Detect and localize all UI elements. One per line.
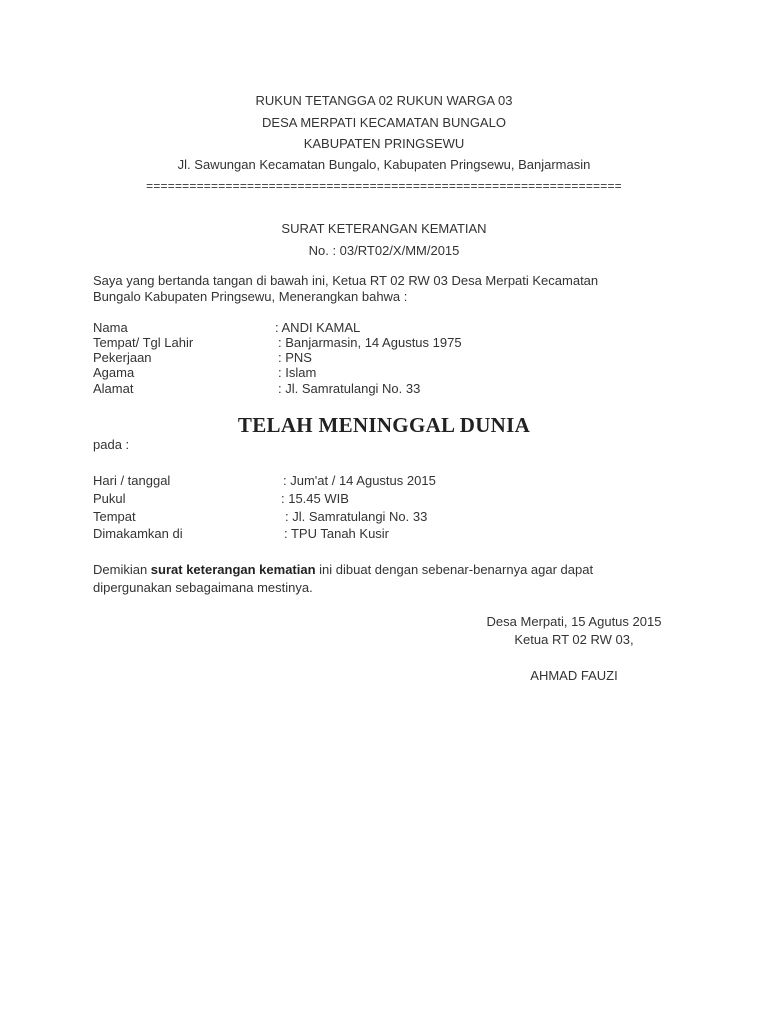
death-value-hari: : Jum'at / 14 Agustus 2015 <box>283 473 436 488</box>
document-number: No. : 03/RT02/X/MM/2015 <box>308 243 460 258</box>
header-line-rt-rw: RUKUN TETANGGA 02 RUKUN WARGA 03 <box>255 93 513 108</box>
closing-suffix: ini dibuat dengan sebenar-benarnya agar dapat <box>315 562 594 577</box>
header-address: Jl. Sawungan Kecamatan Bungalo, Kabupaten Pringsewu, Banjarmasin <box>177 157 591 172</box>
death-value-dimakamkan: : TPU Tanah Kusir <box>284 526 390 541</box>
death-label-tempat: Tempat <box>93 509 136 524</box>
person-label-alamat: Alamat <box>93 381 134 396</box>
closing-line-2: dipergunakan sebagaimana mestinya. <box>93 580 313 595</box>
person-label-ttl: Tempat/ Tgl Lahir <box>93 335 194 350</box>
header-divider: ================================================================== <box>146 179 622 193</box>
person-value-nama: : ANDI KAMAL <box>275 320 361 335</box>
closing-line-1 <box>93 562 593 577</box>
header-line-desa: DESA MERPATI KECAMATAN BUNGALO <box>262 115 506 130</box>
signature-name: AHMAD FAUZI <box>530 668 618 683</box>
pada-label: pada : <box>93 437 130 452</box>
death-value-pukul: : 15.45 WIB <box>281 491 349 506</box>
person-label-nama: Nama <box>93 320 128 335</box>
person-value-alamat: : Jl. Samratulangi No. 33 <box>278 381 421 396</box>
announcement-heading: TELAH MENINGGAL DUNIA <box>237 413 531 437</box>
person-label-pekerjaan: Pekerjaan <box>93 350 152 365</box>
signature-position: Ketua RT 02 RW 03, <box>514 632 634 647</box>
person-value-ttl: : Banjarmasin, 14 Agustus 1975 <box>278 335 462 350</box>
header-line-kabupaten: KABUPATEN PRINGSEWU <box>303 136 465 151</box>
closing-prefix: Demikian <box>93 562 151 577</box>
death-label-pukul: Pukul <box>93 491 126 506</box>
document-title: SURAT KETERANGAN KEMATIAN <box>281 221 487 236</box>
intro-line-1: Saya yang bertanda tangan di bawah ini, Ketua RT 02 RW 03 Desa Merpati Kecamatan <box>93 273 599 288</box>
death-value-tempat: : Jl. Samratulangi No. 33 <box>285 509 428 524</box>
signature-place-date: Desa Merpati, 15 Agutus 2015 <box>486 614 662 629</box>
person-value-agama: : Islam <box>278 365 317 380</box>
intro-line-2: Bungalo Kabupaten Pringsewu, Menerangkan bahwa : <box>93 289 408 304</box>
death-label-hari: Hari / tanggal <box>93 473 171 488</box>
death-label-dimakamkan: Dimakamkan di <box>93 526 183 541</box>
closing-bold-phrase: surat keterangan kematian <box>150 562 316 577</box>
person-value-pekerjaan: : PNS <box>278 350 312 365</box>
person-label-agama: Agama <box>93 365 135 380</box>
